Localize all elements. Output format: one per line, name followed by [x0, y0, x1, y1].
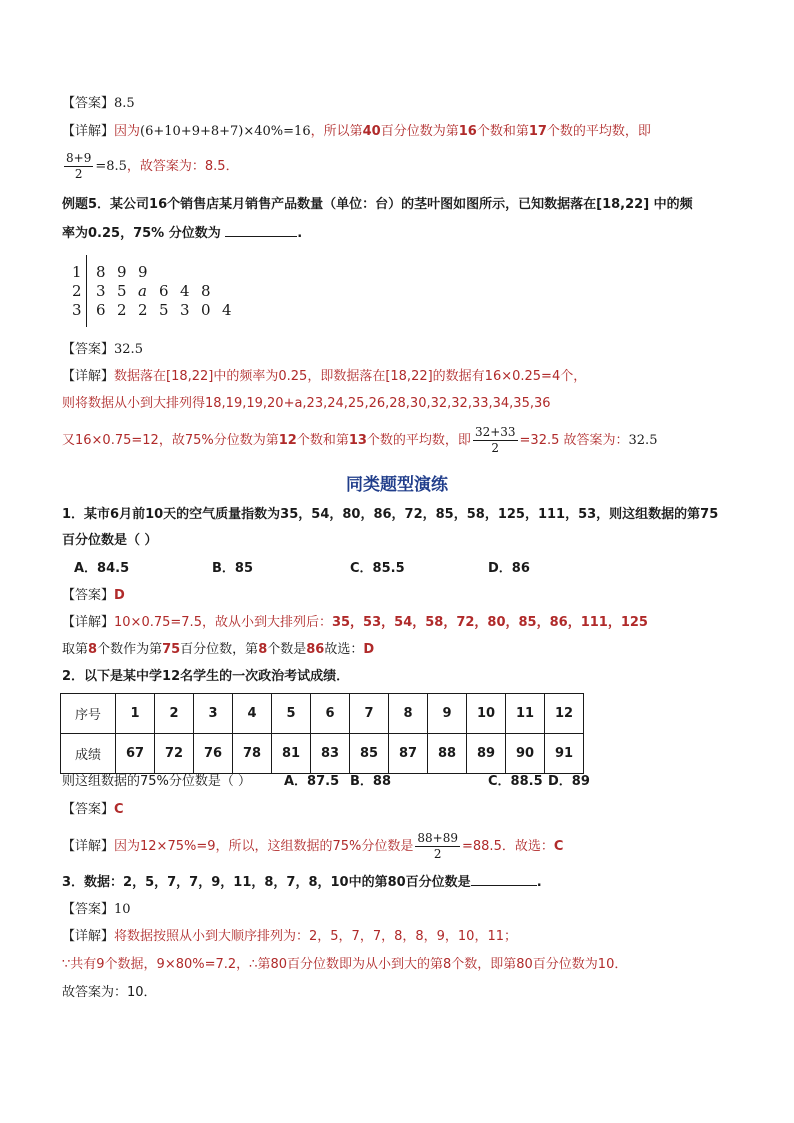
question-text: 则这组数据的75%分位数是（ ） [62, 774, 252, 789]
highlight-number: 8 [258, 642, 268, 657]
highlight-number: 13 [348, 433, 367, 448]
q1-answer-line [62, 586, 125, 606]
q1-option-a: A．84.5 [74, 561, 130, 576]
table-cell: 89 [467, 734, 506, 774]
section-title: 同类题型演练 [346, 475, 448, 495]
detail-text: =88.5．故选： [462, 839, 554, 854]
q2-option-a: A．87.5 [284, 774, 340, 789]
table-cell: 7 [350, 694, 389, 734]
answer-value: C [553, 839, 564, 854]
leaf: 8 [201, 282, 211, 300]
table-row [61, 734, 584, 774]
fraction-numerator: 88+89 [417, 831, 458, 845]
leaf: 9 [138, 263, 148, 281]
q2-answer-line [62, 800, 124, 820]
table-cell: 90 [506, 734, 545, 774]
detail-text: 35，53，54，58，72，80，85，86，111，125 [331, 615, 648, 630]
highlight-number: 16 [458, 124, 477, 139]
detail-text: 个数的平均数，即 [546, 124, 651, 139]
answer-value: D [363, 642, 375, 657]
detail-line-1 [62, 122, 651, 142]
fraction-denominator: 2 [74, 167, 83, 181]
leaf: 5 [117, 282, 127, 300]
leaf: 2 [117, 301, 127, 319]
detail-text: 百分位数为第 [380, 124, 459, 139]
leaf: 8 [96, 263, 106, 281]
table-cell: 5 [272, 694, 311, 734]
fraction-numerator: 8+9 [66, 151, 92, 165]
answer-value: 32.5 [628, 433, 658, 448]
table-cell: 91 [545, 734, 584, 774]
stem: 1 [72, 263, 82, 281]
detail-tag: 【详解】 [62, 369, 115, 384]
q2-option-c: C．88.5 [488, 774, 543, 789]
highlight-number: 12 [278, 433, 297, 448]
stem-row [72, 282, 243, 301]
scores-table [60, 693, 584, 774]
fraction [64, 151, 93, 182]
q3-answer-line [62, 900, 131, 920]
period: . [536, 875, 542, 890]
math-expression: (6+10+9+8+7)×40%=16 [140, 124, 311, 139]
stem: 3 [72, 301, 82, 319]
table-cell: 67 [116, 734, 155, 774]
table-header-cell: 成绩 [61, 734, 116, 774]
q2-question-line [62, 772, 251, 792]
table-row [61, 694, 584, 734]
detail-tag: 【详解】 [62, 839, 115, 854]
detail-text: 百分位数，第 [180, 642, 259, 657]
q1-detail-line-2 [62, 640, 374, 660]
answer-tag: 【答案】 [62, 342, 115, 357]
highlight-number: 40 [362, 124, 381, 139]
question-text: 3．数据：2，5，7，7，9，11，8，7，8，10中的第80百分位数是 [62, 875, 471, 890]
highlight-number: 17 [528, 124, 547, 139]
table-header-cell: 序号 [61, 694, 116, 734]
table-cell: 1 [116, 694, 155, 734]
answer-value: C [114, 802, 124, 817]
highlight-number: 86 [306, 642, 325, 657]
q2-line-1: 2．以下是某中学12名学生的一次政治考试成绩． [62, 669, 350, 684]
q3-detail-line-2: ∵共有9个数据，9×80%=7.2，∴第80百分位数即为从小到大的第8个数，即第80百分位数为10． [62, 957, 628, 972]
detail-text: 因为12×75%=9，所以，这组数据的75%分位数是 [114, 839, 414, 854]
example5-line-1: 例题5．某公司16个销售店某月销售产品数量（单位：台）的茎叶图如图所示，已知数据落在[18,22] 中的频 [62, 197, 693, 212]
detail-text: 个数是 [267, 642, 307, 657]
table-cell: 78 [233, 734, 272, 774]
answer-line-2 [62, 340, 143, 360]
fraction [415, 831, 460, 862]
answer-tag: 【答案】 [62, 802, 115, 817]
q1-line-2: 百分位数是（ ） [62, 533, 158, 548]
q2-detail-line [62, 830, 563, 864]
answer-line-1 [62, 94, 135, 114]
detail-text: 个数的平均数，即 [366, 433, 471, 448]
example5-text: 率为0.25，75% 分位数为 [62, 226, 221, 241]
detail-line-4: 则将数据从小到大排列得18,19,19,20+a,23,24,25,26,28,30,32,32,33,34,35,36 [62, 396, 551, 411]
stem-row [72, 263, 243, 282]
period: . [297, 226, 303, 241]
q1-line-1: 1．某市6月前10天的空气质量指数为35，54，80，86，72，85，58，125，111，53，则这组数据的第75 [62, 507, 719, 522]
q3-detail-line-3: 故答案为：10． [62, 985, 157, 1000]
leaf: 0 [201, 301, 211, 319]
answer-value: 32.5 [114, 342, 143, 357]
leaf: 4 [222, 301, 232, 319]
highlight-number: 75 [162, 642, 181, 657]
answer-blank [471, 873, 537, 886]
leaf: 4 [180, 282, 190, 300]
q2-option-d: D．89 [548, 774, 590, 789]
table-cell: 12 [545, 694, 584, 734]
fraction [473, 425, 518, 456]
table-cell: 72 [155, 734, 194, 774]
leaf: 2 [138, 301, 148, 319]
q1-option-c: C．85.5 [350, 561, 405, 576]
q2-option-b: B．88 [350, 774, 391, 789]
table-cell: 83 [311, 734, 350, 774]
table-cell: 9 [428, 694, 467, 734]
fraction-denominator: 2 [433, 847, 442, 861]
detail-tag: 【详解】 [62, 124, 115, 139]
stem-leaf-plot [72, 263, 243, 320]
detail-tag: 【详解】 [62, 615, 115, 630]
table-cell: 88 [428, 734, 467, 774]
fraction-denominator: 2 [491, 441, 500, 455]
table-cell: 76 [194, 734, 233, 774]
answer-value: D [114, 588, 125, 603]
table-cell: 87 [389, 734, 428, 774]
detail-tag: 【详解】 [62, 929, 115, 944]
q3-detail-line-1 [62, 927, 517, 947]
leaf: 9 [117, 263, 127, 281]
table-cell: 4 [233, 694, 272, 734]
answer-value: 8.5 [114, 96, 135, 111]
example5-line-2 [62, 224, 302, 244]
leaf: 5 [159, 301, 169, 319]
detail-text: 将数据按照从小到大顺序排列为：2，5，7，7，8，8，9，10，11； [114, 929, 517, 944]
leaf: 3 [180, 301, 190, 319]
fraction-numerator: 32+33 [474, 425, 516, 439]
stem-row [72, 301, 243, 320]
table-cell: 6 [311, 694, 350, 734]
detail-text: 故选： [324, 642, 364, 657]
highlight-number: 8 [88, 642, 98, 657]
answer-tag: 【答案】 [62, 902, 115, 917]
leaf: 6 [96, 301, 106, 319]
table-cell: 2 [155, 694, 194, 734]
detail-line-3 [62, 367, 586, 387]
q1-detail-line-1 [62, 613, 648, 633]
detail-text: 10×0.75=7.5，故从小到大排列后： [114, 615, 332, 630]
detail-text: 数据落在[18,22]中的频率为0.25，即数据落在[18,22]的数据有16×0.25=4个， [114, 369, 587, 384]
math-expression: =8.5 [95, 159, 127, 174]
detail-text: 因为 [114, 124, 141, 139]
table-cell: 8 [389, 694, 428, 734]
answer-value: 10 [114, 902, 131, 917]
leaf: a [138, 282, 147, 300]
stem-divider [86, 255, 87, 327]
table-cell: 85 [350, 734, 389, 774]
detail-text: 个数和第 [296, 433, 349, 448]
detail-text: 个数作为第 [97, 642, 163, 657]
detail-line-2 [62, 150, 239, 184]
detail-text: ，所以第 [310, 124, 363, 139]
answer-blank [225, 224, 297, 237]
answer-tag: 【答案】 [62, 96, 115, 111]
detail-text: ，故答案为：8.5． [126, 159, 239, 174]
table-cell: 81 [272, 734, 311, 774]
leaf: 6 [159, 282, 169, 300]
leaf: 3 [96, 282, 106, 300]
q1-option-d: D．86 [488, 561, 530, 576]
table-cell: 10 [467, 694, 506, 734]
detail-line-5 [62, 424, 657, 458]
q1-option-b: B．85 [212, 561, 253, 576]
stem: 2 [72, 282, 82, 300]
detail-text: 个数和第 [476, 124, 529, 139]
table-cell: 11 [506, 694, 545, 734]
detail-text: 又16×0.75=12，故75%分位数为第 [62, 433, 279, 448]
table-cell: 3 [194, 694, 233, 734]
q3-line-1 [62, 873, 542, 893]
detail-text: 取第 [62, 642, 89, 657]
answer-tag: 【答案】 [62, 588, 115, 603]
detail-text: =32.5 故答案为： [519, 433, 629, 448]
